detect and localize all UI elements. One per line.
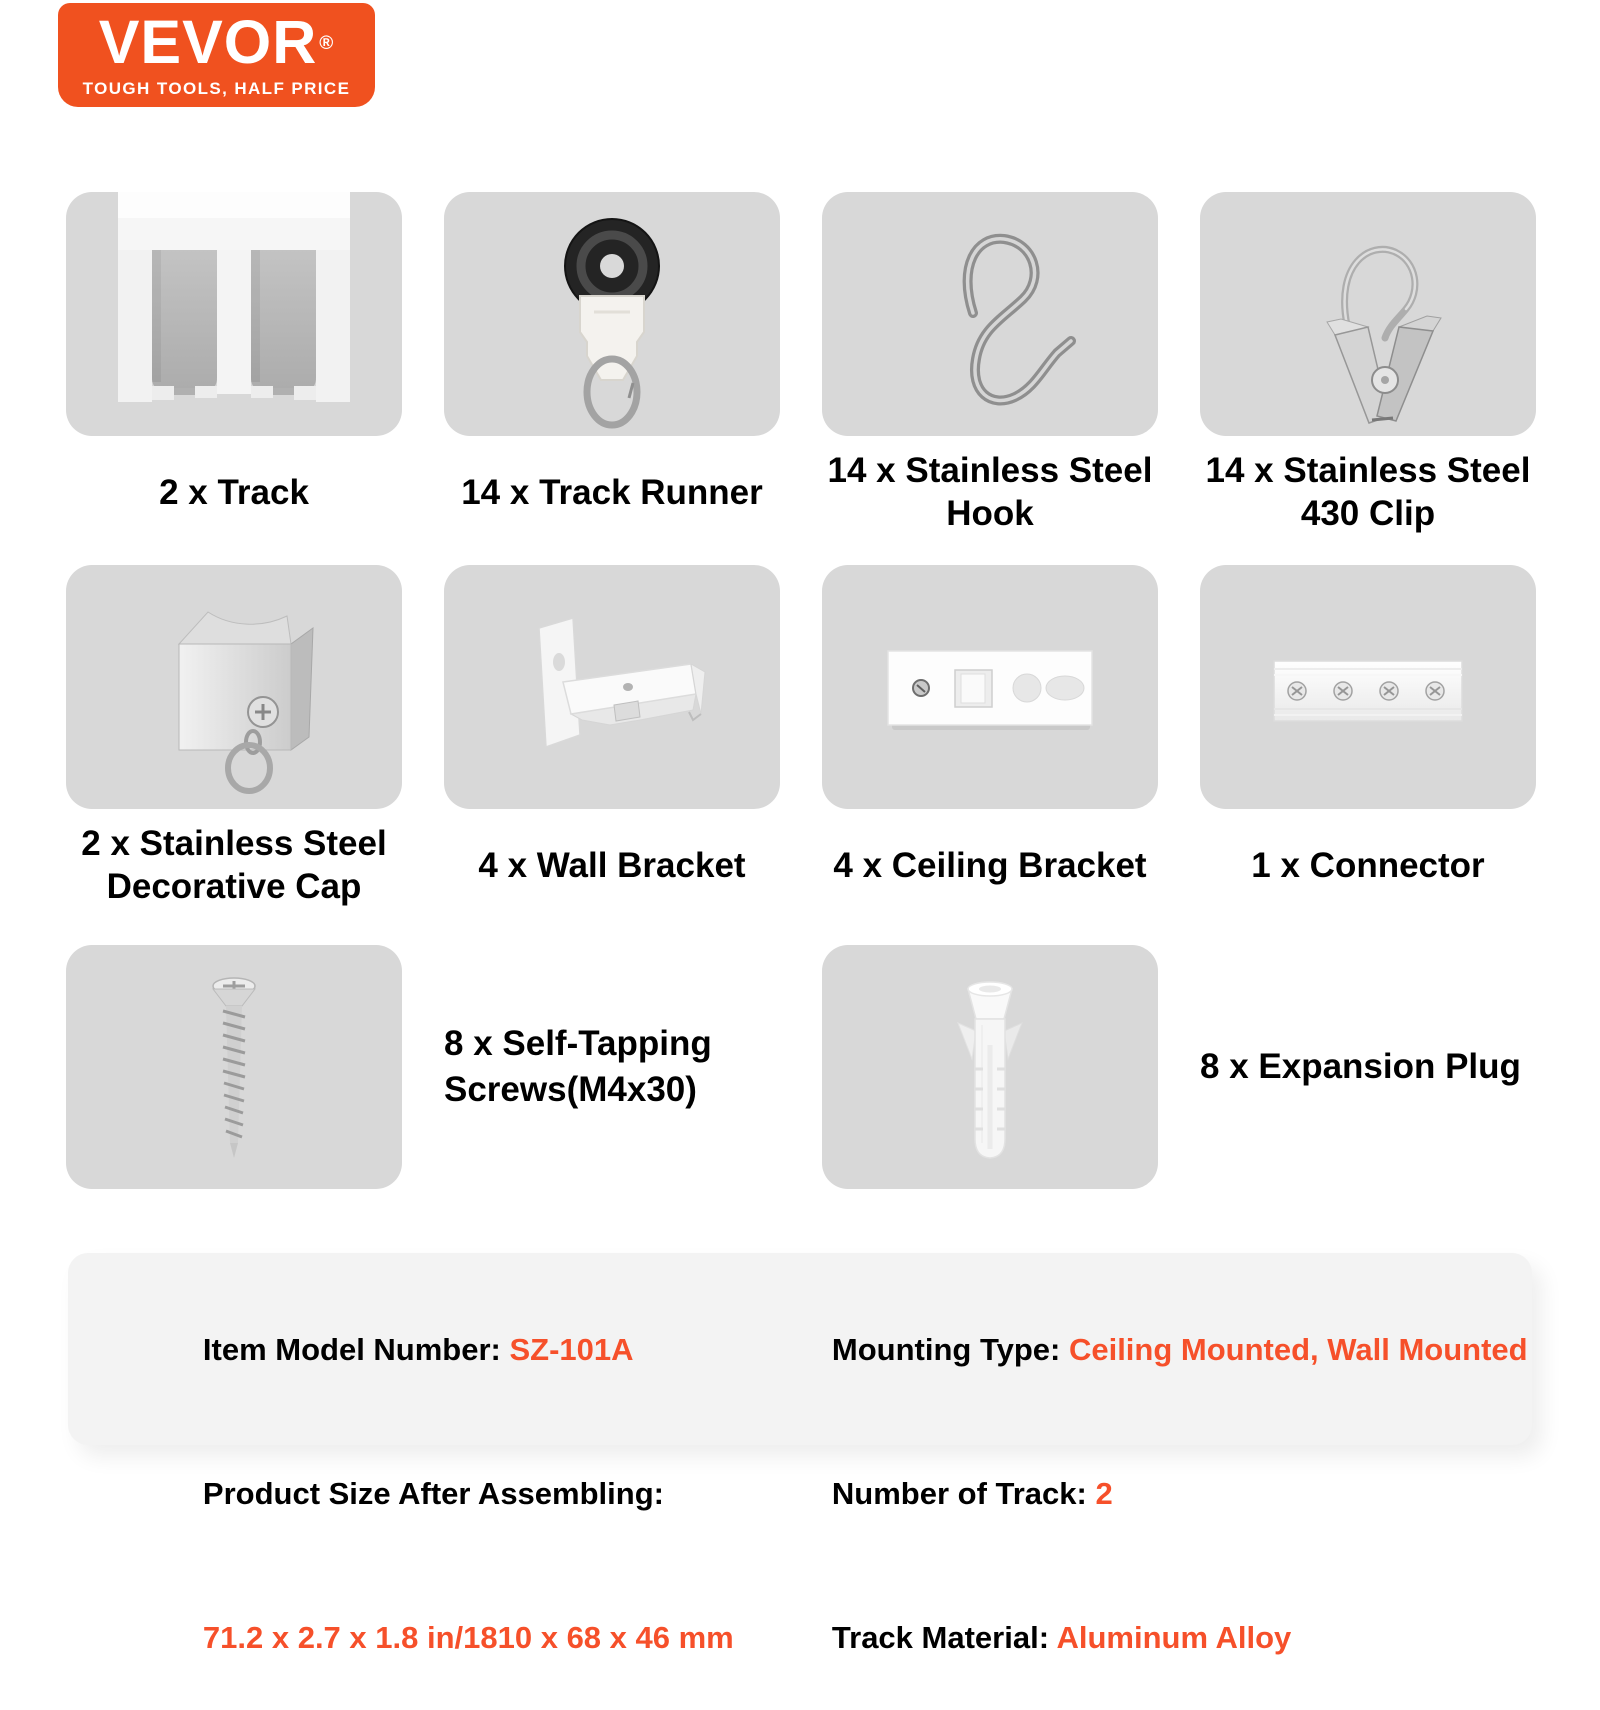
- wall-bracket-image: [444, 565, 780, 809]
- decorative-cap-image: [66, 565, 402, 809]
- tile-connector: [1200, 565, 1536, 809]
- spec-line-track-material: [763, 1566, 1528, 1710]
- tile-stainless-steel-hook: [822, 192, 1158, 436]
- spec-value: 71.2 x 2.7 x 1.8 in/1810 x 68 x 46 mm: [202, 1620, 734, 1655]
- label-connector: 1 x Connector: [1251, 845, 1485, 885]
- spec-line-size-value: [134, 1566, 734, 1710]
- spec-label: Track Material:: [831, 1620, 1057, 1655]
- spec-line-model: [134, 1278, 734, 1422]
- label-stainless-steel-430-clip: 14 x Stainless Steel 430 Clip: [1205, 451, 1531, 533]
- ceiling-bracket-image: [822, 565, 1158, 809]
- spec-value: SZ-101A: [509, 1332, 634, 1367]
- tile-track: [66, 192, 402, 436]
- label-expansion-plug: 8 x Expansion Plug: [1200, 1047, 1521, 1086]
- label-track: 2 x Track: [159, 472, 309, 512]
- tile-expansion-plug: [822, 945, 1158, 1189]
- tile-self-tapping-screw: [66, 945, 402, 1189]
- registered-mark: ®: [319, 32, 335, 54]
- stainless-steel-430-clip-image: [1200, 192, 1536, 436]
- spec-label: Product Size After Assembling:: [202, 1476, 664, 1511]
- label-decorative-cap: 2 x Stainless Steel Decorative Cap: [81, 824, 387, 906]
- tile-stainless-steel-430-clip: [1200, 192, 1536, 436]
- label-ceiling-bracket: 4 x Ceiling Bracket: [833, 845, 1147, 885]
- spec-value: Ceiling Mounted, Wall Mounted: [1068, 1332, 1528, 1367]
- track-runner-image: [444, 192, 780, 436]
- self-tapping-screw-image: [66, 945, 402, 1189]
- tile-decorative-cap: [66, 565, 402, 809]
- spec-column-left: [134, 1278, 734, 1710]
- spec-label: Mounting Type:: [831, 1332, 1069, 1367]
- brand-tagline: TOUGH TOOLS, HALF PRICE: [82, 78, 351, 98]
- spec-value: Aluminum Alloy: [1056, 1620, 1292, 1655]
- spec-label: Number of Track:: [831, 1476, 1096, 1511]
- label-stainless-steel-hook: 14 x Stainless Steel Hook: [827, 451, 1153, 533]
- tile-ceiling-bracket: [822, 565, 1158, 809]
- spec-box: [68, 1253, 1532, 1655]
- spec-label: Item Model Number:: [202, 1332, 510, 1367]
- spec-line-size-label: [134, 1422, 734, 1566]
- connector-image: [1200, 565, 1536, 809]
- spec-column-right: [763, 1278, 1528, 1710]
- stainless-steel-hook-image: [822, 192, 1158, 436]
- tile-track-runner: [444, 192, 780, 436]
- spec-line-mounting-type: [763, 1278, 1528, 1422]
- brand-name: [98, 7, 335, 76]
- label-track-runner: 14 x Track Runner: [461, 472, 763, 512]
- spec-value: 2: [1095, 1476, 1113, 1511]
- track-image: [66, 192, 402, 436]
- brand-logo: [58, 3, 375, 107]
- expansion-plug-image: [822, 945, 1158, 1189]
- tile-wall-bracket: [444, 565, 780, 809]
- brand-name-text: VEVOR: [98, 7, 318, 76]
- label-self-tapping-screws: 8 x Self-Tapping Screws(M4x30): [444, 1024, 712, 1109]
- label-wall-bracket: 4 x Wall Bracket: [478, 845, 746, 885]
- spec-line-number-of-track: [763, 1422, 1528, 1566]
